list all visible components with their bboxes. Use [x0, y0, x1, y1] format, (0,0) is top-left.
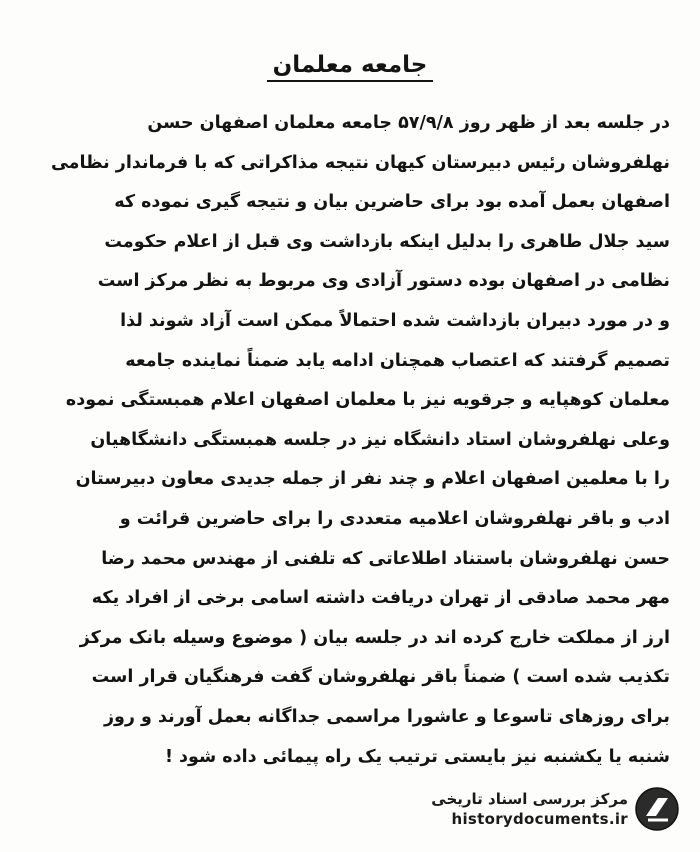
- text-line: شنبه یا یکشنبه نیز بایستی ترتیب یک راه پیمائی داده شود !: [164, 746, 670, 767]
- document-title: جامعه معلمان: [267, 52, 434, 82]
- watermark-url: historydocuments.ir: [451, 810, 628, 828]
- text-line: تصمیم گرفتند که اعتصاب همچنان ادامه یابد ضمناً نماینده جامعه: [125, 350, 670, 371]
- text-line: نهلفروشان رئیس دبیرستان کیهان نتیجه مذاکراتی که با فرماندار نظامی: [50, 152, 670, 173]
- text-line: وعلی نهلفروشان استاد دانشگاه نیز در جلسه همبستگی دانشگاهیان: [90, 429, 670, 450]
- watermark-text: [431, 789, 628, 829]
- text-line: اصفهان بعمل آمده بود برای حاضرین بیان و نتیجه گیری نموده که: [114, 192, 670, 213]
- text-line: ادب و باقر نهلفروشان اعلامیه متعددی را برای حاضرین قرائت و: [119, 508, 670, 529]
- document-body: [42, 104, 670, 777]
- text-line: تکذیب شده است ) ضمناً باقر نهلفروشان گفت فرهنگیان قرار است: [91, 667, 670, 688]
- text-line: حسن نهلفروشان باستناد اطلاعاتی که تلفنی از مهندس محمد رضا: [101, 548, 670, 569]
- watermark-title: مرکز بررسی اسناد تاریخی: [431, 790, 628, 808]
- archive-logo-icon: [634, 786, 680, 832]
- text-line: مهر محمد صادقی از تهران دریافت داشته اسامی برخی از افراد یکه: [91, 588, 670, 609]
- text-line: ارز از مملکت خارج کرده اند در جلسه بیان ( موضوع وسیله بانک مرکز: [79, 627, 670, 648]
- text-line: را با معلمین اصفهان اعلام و چند نفر از جمله جدیدی معاون دبیرستان: [75, 469, 670, 490]
- text-line: در جلسه بعد از ظهر روز ۵۷/۹/۸ جامعه معلمان اصفهان حسن: [147, 113, 670, 133]
- document-title-wrap: [0, 52, 700, 78]
- text-line: برای روزهای تاسوعا و عاشورا مراسمی جداگانه بعمل آورند و روز: [103, 706, 670, 727]
- text-line: معلمان کوهپایه و جرقویه نیز با معلمان اصفهان اعلام همبستگی نموده: [65, 390, 670, 411]
- text-line: نظامی در اصفهان بوده دستور آزادی وی مربوط به نظر مرکز است: [97, 271, 670, 292]
- watermark: [431, 780, 680, 838]
- text-line: سید جلال طاهری را بدلیل اینکه بازداشت وی قبل از اعلام حکومت: [104, 231, 670, 252]
- text-line: و در مورد دبیران بازداشت شده احتمالاً ممکن است آزاد شوند لذا: [120, 310, 670, 331]
